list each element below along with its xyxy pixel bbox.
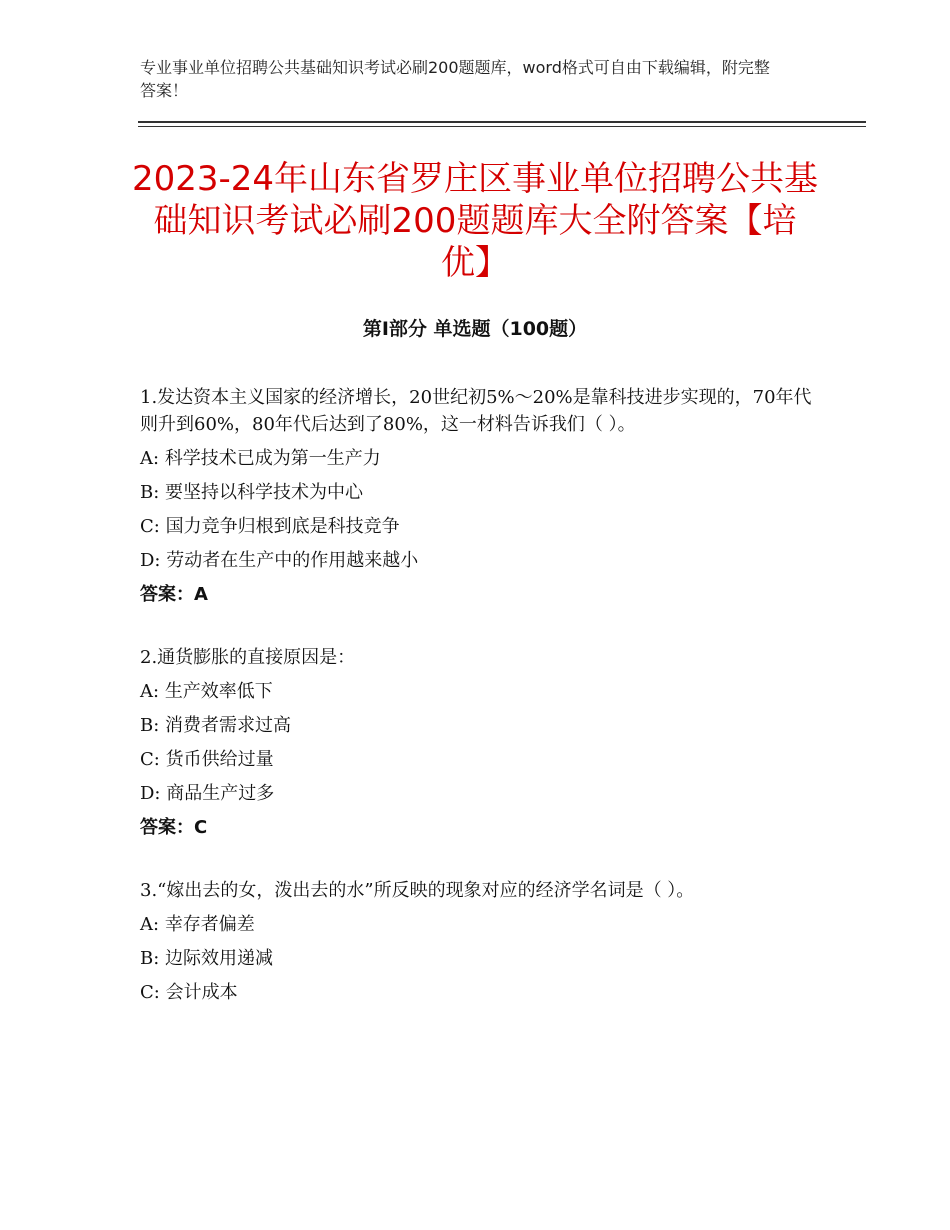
option-text: 科学技术已成为第一生产力 (164, 448, 381, 469)
option-text: 国力竞争归根到底是科技竞争 (165, 516, 400, 537)
option-key: C: (140, 516, 160, 537)
option-text: 幸存者偏差 (164, 914, 255, 935)
option-text: 消费者需求过高 (165, 715, 292, 736)
option-key: A: (140, 448, 160, 469)
question-2 (140, 644, 820, 841)
option-c (140, 746, 820, 773)
option-key: C: (140, 982, 160, 1003)
header-rule-thick (138, 121, 866, 123)
header-rule-thin (138, 126, 866, 127)
question-stem: 3.“嫁出去的女，泼出去的水”所反映的现象对应的经济学名词是（ ）。 (140, 880, 695, 901)
answer-value: A (194, 584, 208, 605)
question-stem: 2.通货膨胀的直接原因是： (140, 647, 356, 668)
question-list (140, 384, 820, 1042)
option-key: D: (140, 550, 161, 571)
option-text: 生产效率低下 (164, 681, 273, 702)
option-text: 会计成本 (165, 982, 238, 1003)
option-b (140, 712, 820, 739)
option-text: 要坚持以科学技术为中心 (165, 482, 364, 503)
answer-label: 答案： (140, 584, 194, 605)
option-key: C: (140, 749, 160, 770)
option-b (140, 479, 820, 506)
option-d (140, 780, 820, 807)
option-key: D: (140, 783, 161, 804)
document-title: 2023-24年山东省罗庄区事业单位招聘公共基础知识考试必刷200题题库大全附答案【培优】 (131, 159, 819, 283)
option-text: 边际效用递减 (165, 948, 274, 969)
answer-label: 答案： (140, 817, 194, 838)
question-stem: 1.发达资本主义国家的经济增长，20世纪初5%～20%是靠科技进步实现的，70年代则升到60%，80年代后达到了80%，这一材料告诉我们（ ）。 (140, 387, 812, 435)
option-text: 劳动者在生产中的作用越来越小 (166, 550, 419, 571)
question-1 (140, 384, 820, 608)
option-key: B: (140, 715, 160, 736)
question-3 (140, 877, 820, 1006)
option-a (140, 678, 820, 705)
option-d (140, 547, 820, 574)
option-text: 货币供给过量 (165, 749, 274, 770)
answer-line (140, 581, 820, 608)
option-b (140, 945, 820, 972)
answer-value: C (194, 817, 208, 838)
option-c (140, 979, 820, 1006)
option-c (140, 513, 820, 540)
section-heading: 第I部分 单选题（100题） (362, 318, 588, 340)
option-key: B: (140, 482, 160, 503)
option-a (140, 445, 820, 472)
option-text: 商品生产过多 (166, 783, 275, 804)
header-note: 专业事业单位招聘公共基础知识考试必刷200题题库，word格式可自由下载编辑，附完整答案！ (140, 58, 770, 100)
answer-line (140, 814, 820, 841)
option-key: A: (140, 914, 160, 935)
option-a (140, 911, 820, 938)
option-key: B: (140, 948, 160, 969)
option-key: A: (140, 681, 160, 702)
